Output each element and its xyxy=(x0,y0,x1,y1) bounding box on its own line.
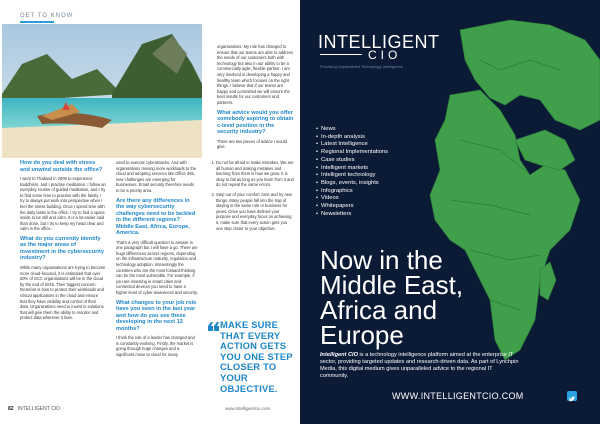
feature-list-item: • News xyxy=(316,126,388,134)
answer-paragraph: While many organisations are trying to become more cloud-focused, it is estimated that over 60% of GCC organisations will be in the cloud by the end of 2019. Their biggest concern therefore is how to protect their workloads and critical applications in the cloud and ensure that they have visibility and control of their data. Organisations need to invest in solutions that will give them the ability to monitor and protect data wherever it lives. xyxy=(20,264,106,321)
folio-url: www.intelligentcio.com xyxy=(225,406,271,411)
feature-list-item: • Latest Intelligence xyxy=(316,141,388,149)
article-column-3-top xyxy=(217,44,295,154)
feature-list xyxy=(316,126,388,218)
advice-item: 1. Do not be afraid to make mistakes. We are all human and making mistakes and learning from them is how we grow. It is okay to fail as long as you learn from it and do not repeat the same errors. xyxy=(216,160,294,188)
question-heading: How do you deal with stress and unwind outside the office? xyxy=(20,160,103,173)
brand-logo: INTELLIGENT xyxy=(318,32,440,52)
advice-item: 2. Step out of your comfort zone and try new things. Many people fall into the trap of staying in the same role or business for years. Once you have defined your purpose and everyday focus on achieving it, make sure that every action gets you one step closer to your objective. xyxy=(216,192,294,231)
article-column-2 xyxy=(116,160,198,361)
feature-list-item: • Intelligent markets xyxy=(316,165,388,173)
folio xyxy=(8,406,60,412)
answer-paragraph: I think the role of a leader has changed and is constantly evolving. Firstly, the market is going through huge changes and a significant move to cloud for many xyxy=(116,335,195,357)
answer-paragraph: used to execute cyberattacks. And with organisations moving more workloads to the cloud and adopting services like Office 365, new challenges are emerging for businesses. Email security therefore needs to be a priority area. xyxy=(116,160,197,193)
beach-photo xyxy=(2,24,202,158)
section-bar xyxy=(20,21,54,23)
question-heading: What changes to your job role have you seen in the last year and how do you see these developing in the next 12 months? xyxy=(116,299,197,332)
feature-list-item: • Infographics xyxy=(316,188,388,196)
advert-description xyxy=(320,352,520,380)
pull-quote-text: MAKE SURE THAT EVERY ACTION GETS YOU ONE STEP CLOSER TO YOUR OBJECTIVE. xyxy=(220,319,293,394)
advert-headline: Now in the Middle East, Africa and Europe xyxy=(320,245,464,350)
brand-rule xyxy=(320,54,362,55)
quote-icon xyxy=(208,322,219,331)
advice-list xyxy=(208,160,294,231)
feature-list-item: • Regional Implementations xyxy=(316,149,388,157)
question-heading: Are there any differences in the way cybersecurity challenges need to be tackled in the different regions? Middle East, Africa, Europe, America. xyxy=(116,197,196,237)
twitter-icon[interactable] xyxy=(567,391,577,401)
answer-paragraph: That's a very difficult question to answer in one paragraph but I will have a go. There are huge differences across regions, depending on the infrastructure maturity, regulation and technology adoption. Interestingly the countries who are the most forward-thinking can be the most vulnerable. For example, if you are investing in smart cities and connected devices you need to have a higher level of cyber-awareness and security. xyxy=(116,239,198,295)
answer-paragraph: There are two pieces of advice I would give. xyxy=(217,138,287,150)
brand-tagline: Providing Unparalleled Technology Intelligence xyxy=(320,64,403,69)
feature-list-item: • Newsletters xyxy=(316,211,388,219)
website-link[interactable]: WWW.INTELLIGENTCIO.COM xyxy=(392,391,524,401)
description-brand: Intelligent CIO xyxy=(320,352,358,358)
feature-list-item: • Intelligent technology xyxy=(316,172,388,180)
answer-paragraph: organisations. My role has changed to ensure that our teams are able to address the needs of our customers both with technology but also in our ability to be a commercially agile, flexible partner. I am very involved in developing a happy and healthy team which focuses on the right things. I believe that if our teams are happy and committed we will ensure the best results for our customers and partners. xyxy=(217,44,294,105)
feature-list-item: • Case studies xyxy=(316,157,388,165)
brand-logo-sub: CIO xyxy=(368,48,402,62)
right-page-advert xyxy=(300,0,600,424)
feature-list-item: • Blogs, events, insights xyxy=(316,180,388,188)
section-tag: GET TO KNOW xyxy=(20,13,74,19)
folio-brand: INTELLIGENT CIO xyxy=(17,406,60,412)
question-heading: What do you currently identify as the major areas of investment in the cybersecurity industry? xyxy=(20,235,104,262)
feature-list-item: • Whitepapers xyxy=(316,203,388,211)
feature-list-item: • In-depth analysis xyxy=(316,134,388,142)
article-column-1 xyxy=(20,160,106,325)
article-column-3-bottom xyxy=(208,160,294,235)
answer-paragraph: I went to Thailand in 2009 to experience Buddhism, and I practise meditation. I follow an everyday routine of guided meditation, and I try to find some time to practise with the family. I try to always put work into perspective when I feel the stress building. Once I spend time with the daily tasks in the office, I try to find a space inside to be still and calm. It is a lot easier said than done, but I try to keep my head clear and calm in the office. xyxy=(20,176,106,232)
feature-list-item: • Videos xyxy=(316,195,388,203)
question-heading: What advice would you offer somebody aspiring to obtain c-level position in the security industry? xyxy=(217,109,294,136)
description-text: is a technology intelligence platform aimed at the enterprise IT sector, providing targeted updates and research-driven data. As part of Lynchpin Media, this digital medium gives unparalleled advice to the regional IT community. xyxy=(320,352,519,379)
page-number: 82 xyxy=(8,406,14,412)
